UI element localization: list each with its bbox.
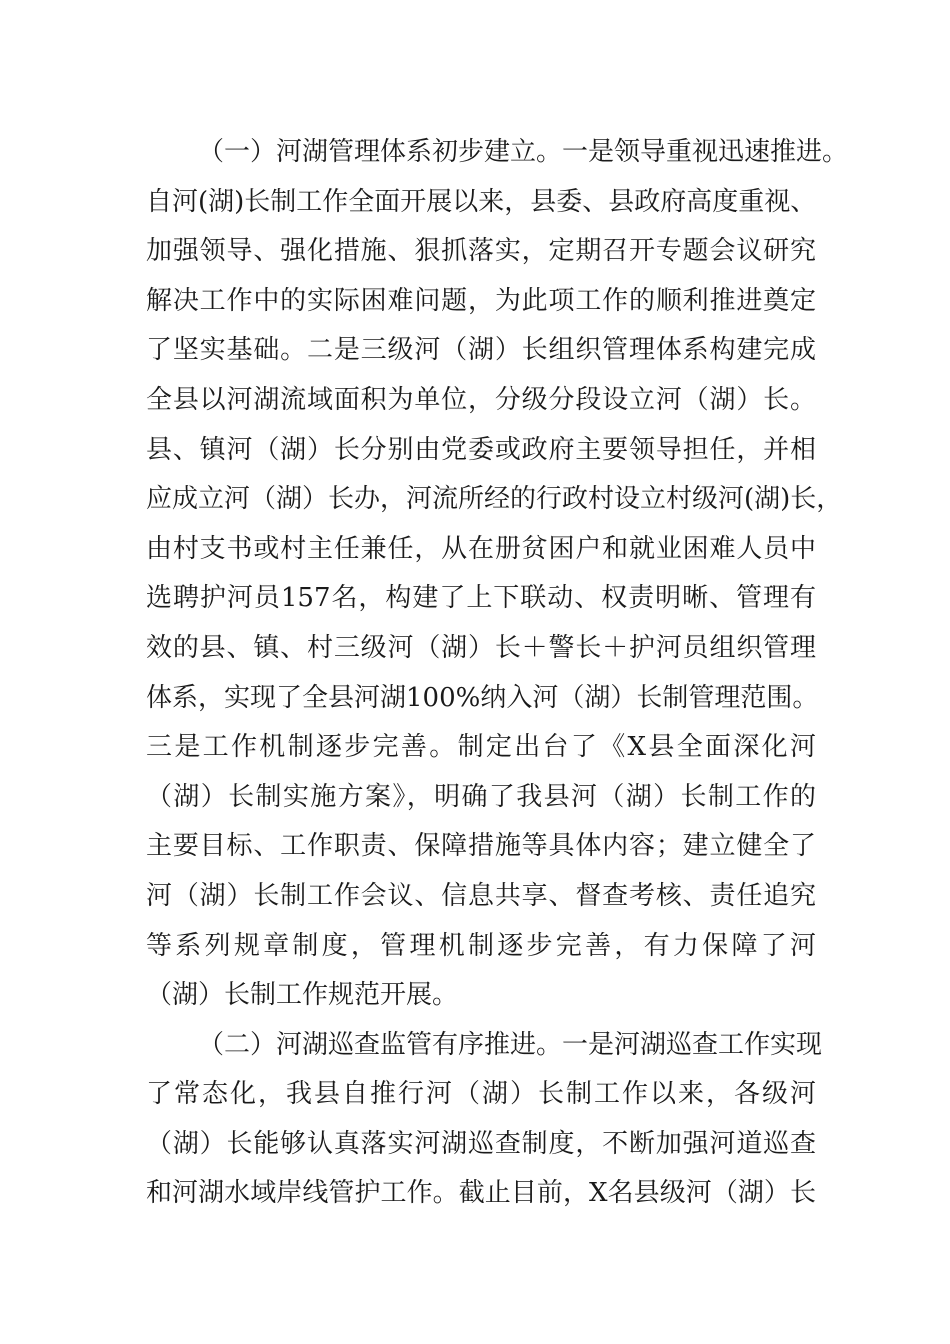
paragraph-2 bbox=[146, 1021, 823, 1219]
text-line: （二）河湖巡查监管有序推进。一是河湖巡查工作实现 bbox=[198, 1029, 823, 1060]
text-line: 河（湖）长制工作会议、信息共享、督查考核、责任追究 bbox=[146, 880, 816, 911]
text-line: 解决工作中的实际困难问题，为此项工作的顺利推进奠定 bbox=[146, 285, 816, 316]
text-line: （湖）长制工作规范开展。 bbox=[146, 980, 459, 1011]
text-line: 主要目标、工作职责、保障措施等具体内容；建立健全了 bbox=[146, 831, 816, 862]
text-line: 县、镇河（湖）长分别由党委或政府主要领导担任，并相 bbox=[146, 434, 816, 465]
text-line: 体系，实现了全县河湖100%纳入河（湖）长制管理范围。 bbox=[146, 682, 819, 713]
text-line: 加强领导、强化措施、狠抓落实，定期召开专题会议研究 bbox=[146, 236, 816, 267]
text-line: （湖）长制实施方案》，明确了我县河（湖）长制工作的 bbox=[146, 781, 816, 812]
text-line: 应成立河（湖）长办，河流所经的行政村设立村级河(湖)长， bbox=[146, 484, 843, 515]
text-line: 自河(湖)长制工作全面开展以来，县委、县政府高度重视、 bbox=[146, 186, 817, 217]
text-line: 了坚实基础。二是三级河（湖）长组织管理体系构建完成 bbox=[146, 335, 816, 366]
text-line: 三是工作机制逐步完善。制定出台了《X县全面深化河 bbox=[146, 732, 816, 763]
text-line: （湖）长能够认真落实河湖巡查制度，不断加强河道巡查 bbox=[146, 1128, 816, 1159]
text-line: 全县以河湖流域面积为单位，分级分段设立河（湖）长。 bbox=[146, 384, 816, 415]
document-body bbox=[146, 128, 849, 1219]
text-line: 选聘护河员157名，构建了上下联动、权责明晰、管理有 bbox=[146, 583, 816, 614]
paragraph-1 bbox=[146, 128, 849, 1021]
text-line: （一）河湖管理体系初步建立。一是领导重视迅速推进。 bbox=[198, 137, 849, 167]
text-line: 等系列规章制度，管理机制逐步完善，有力保障了河 bbox=[146, 930, 816, 961]
text-line: 效的县、镇、村三级河（湖）长＋警长＋护河员组织管理 bbox=[146, 632, 816, 663]
text-line: 了常态化，我县自推行河（湖）长制工作以来，各级河 bbox=[146, 1079, 816, 1110]
text-line: 和河湖水域岸线管护工作。截止目前，X名县级河（湖）长 bbox=[146, 1178, 816, 1209]
text-line: 由村支书或村主任兼任，从在册贫困户和就业困难人员中 bbox=[146, 533, 816, 564]
